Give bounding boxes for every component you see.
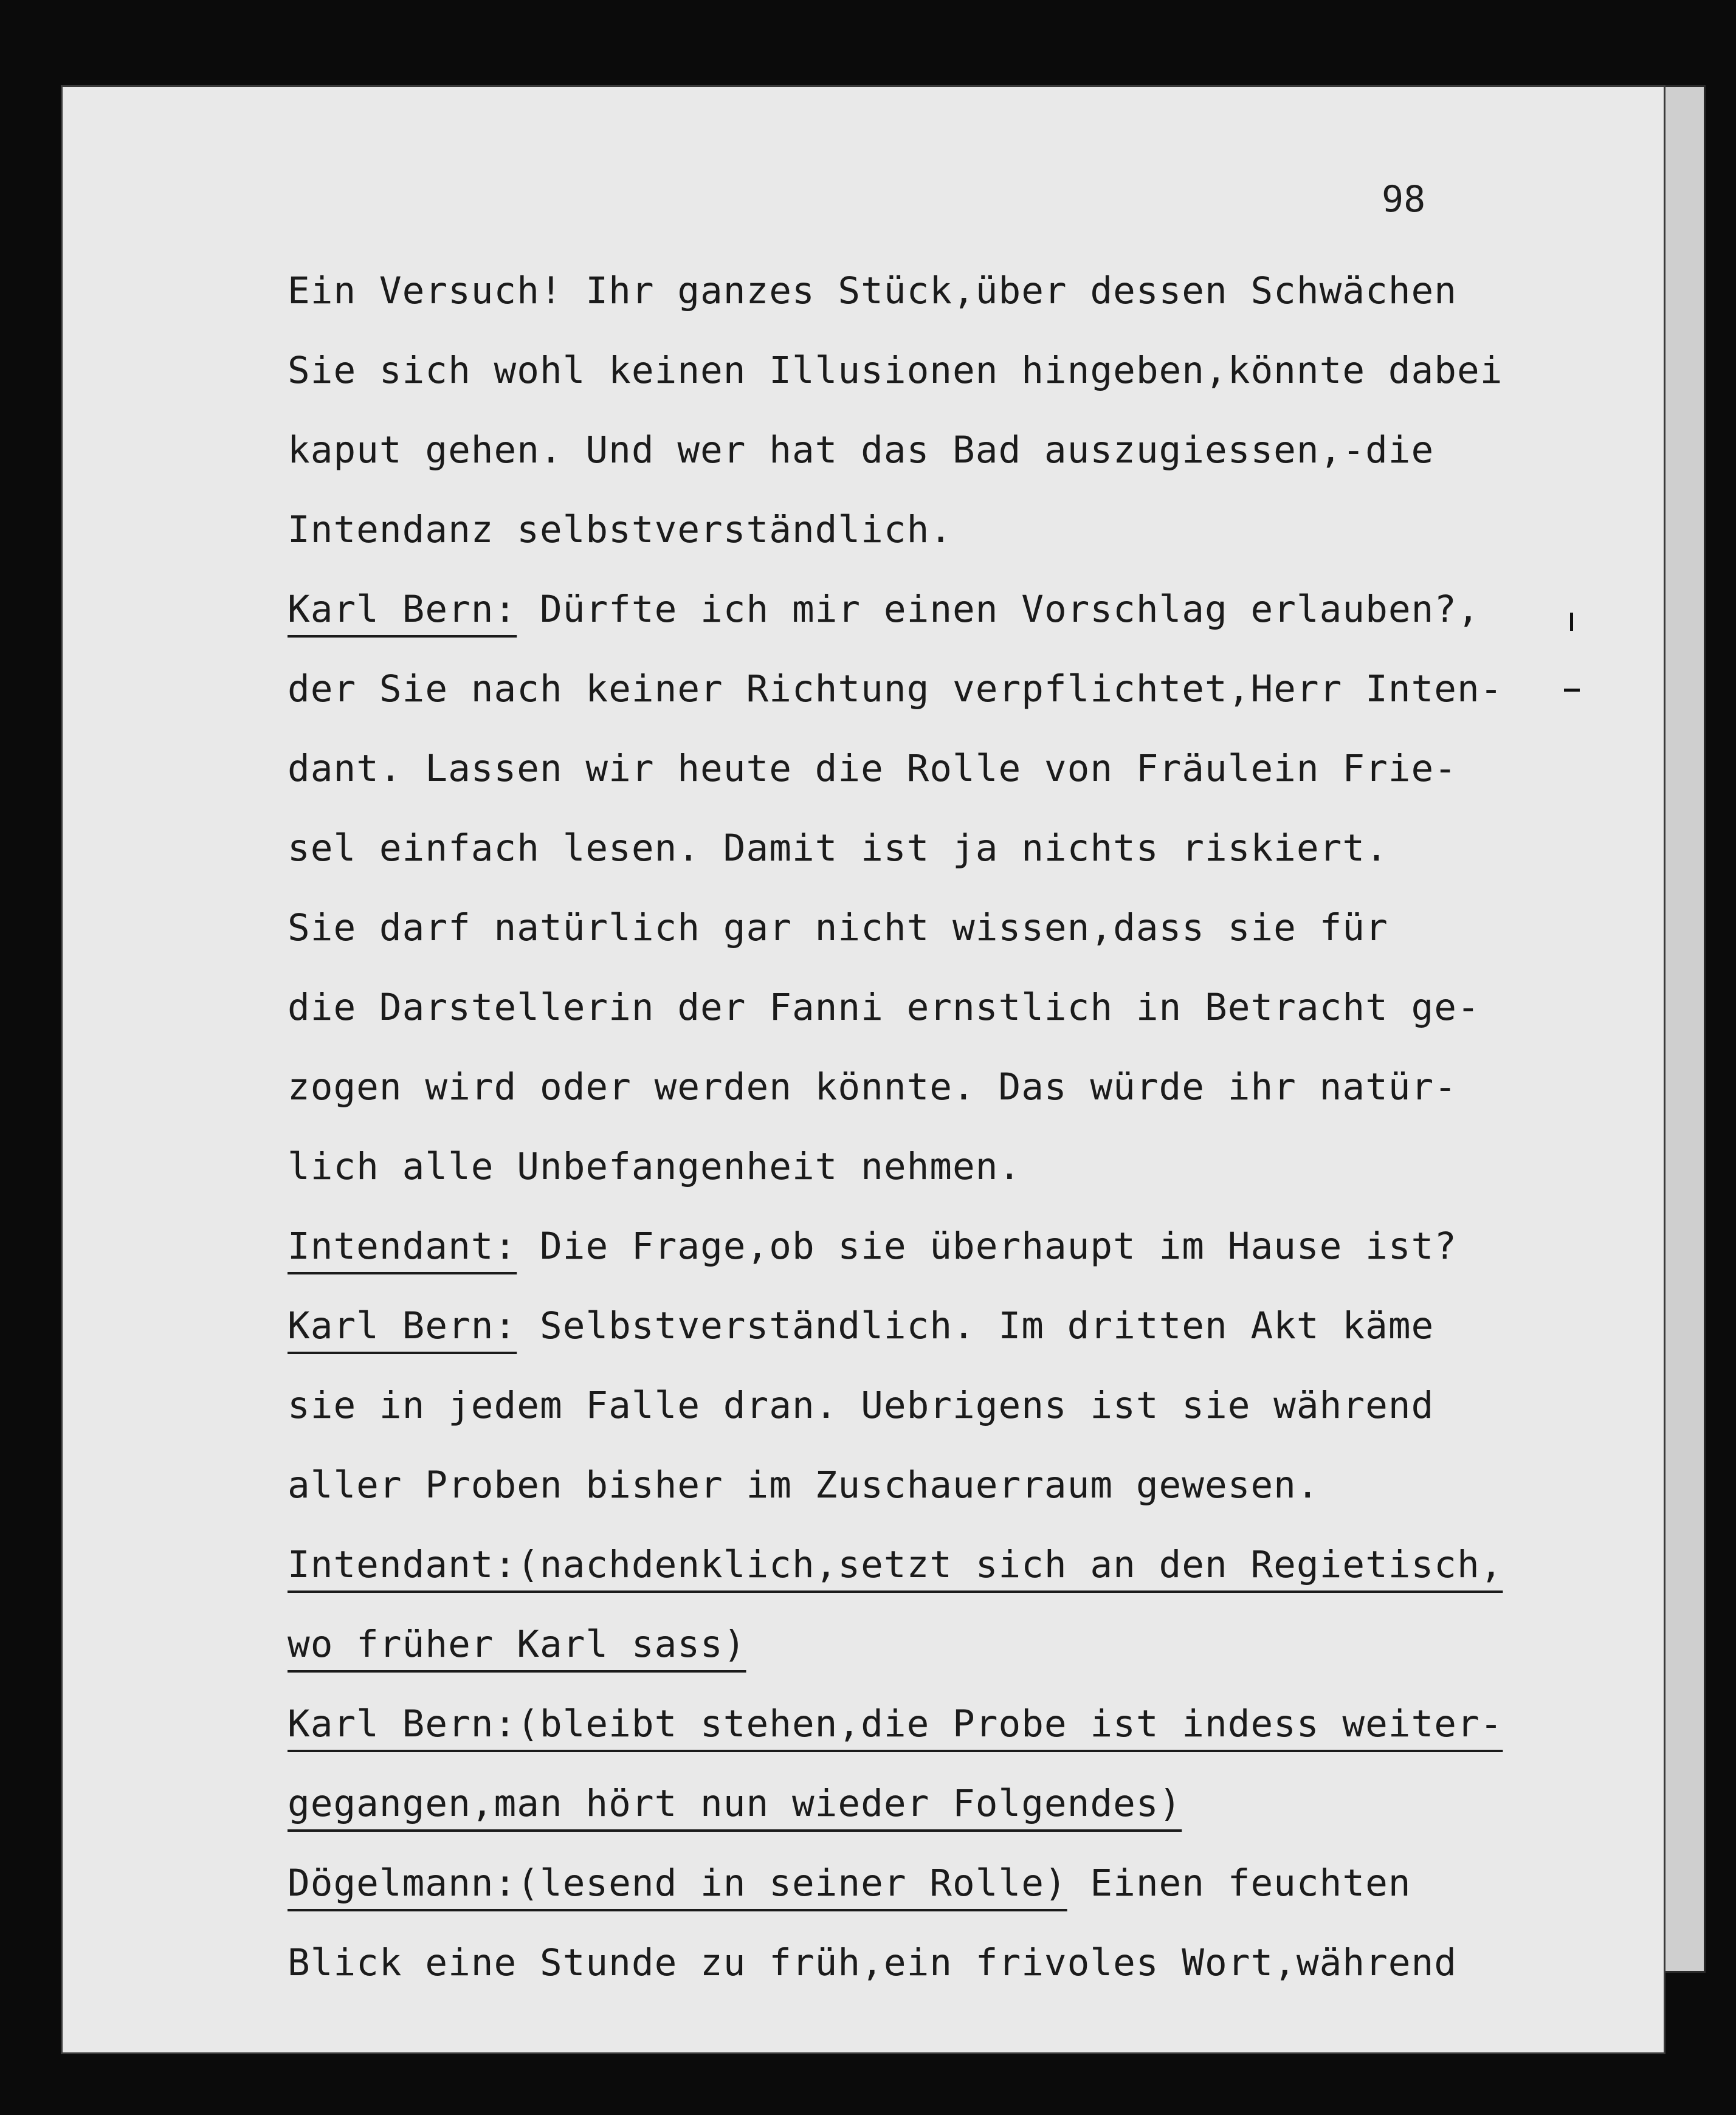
text-line [288,968,1637,1047]
speaker-name: Intendant: [288,1225,517,1268]
stage-direction: Intendant:(nachdenklich,setzt sich an den Regietisch, [288,1543,1503,1586]
speaker-name: Karl Bern: [288,1304,517,1347]
page-body [288,251,1637,2003]
text-line [288,1047,1637,1127]
stage-direction: wo früher Karl sass) [288,1623,746,1666]
stage-direction-line [288,1684,1637,1764]
text-line [288,331,1637,410]
text-line [288,1923,1637,2003]
line-text: lich alle Unbefangenheit nehmen. [288,1145,1022,1188]
pencil-mark [1564,689,1580,692]
stage-direction: Karl Bern:(bleibt stehen,die Probe ist indess weiter- [288,1702,1503,1745]
dialogue-line [288,1206,1637,1286]
stage-direction-line [288,1525,1637,1604]
line-text: die Darstellerin der Fanni ernstlich in Betracht ge- [288,986,1480,1029]
text-line [288,808,1637,888]
line-text: aller Proben bisher im Zuschauerraum gewesen. [288,1463,1320,1507]
line-text: dant. Lassen wir heute die Rolle von Fräulein Frie- [288,747,1457,790]
line-text: Dürfte ich mir einen Vorschlag erlauben?, [517,588,1480,631]
stage-direction-line [288,1764,1637,1843]
speaker-name: Karl Bern: [288,588,517,631]
text-line [288,251,1637,331]
line-text: Selbstverständlich. Im dritten Akt käme [517,1304,1435,1347]
text-line [288,1366,1637,1445]
line-text: Ein Versuch! Ihr ganzes Stück,über dessen Schwächen [288,269,1457,312]
dialogue-line [288,569,1637,649]
line-text: der Sie nach keiner Richtung verpflichtet,Herr Inten- [288,667,1503,710]
line-text: kaput gehen. Und wer hat das Bad auszugiessen,-die [288,428,1435,472]
text-line [288,1445,1637,1525]
line-text: Die Frage,ob sie überhaupt im Hause ist? [517,1225,1457,1268]
stage-direction: gegangen,man hört nun wieder Folgendes) [288,1782,1182,1825]
line-text: sie in jedem Falle dran. Uebrigens ist sie während [288,1384,1435,1427]
pencil-mark [1570,613,1573,631]
page-number: 98 [1382,178,1426,221]
text-line [288,1127,1637,1206]
line-text: zogen wird oder werden könnte. Das würde ihr natür- [288,1065,1457,1109]
text-line [288,649,1637,729]
text-line [288,410,1637,490]
dialogue-line [288,1286,1637,1366]
text-line [288,729,1637,808]
line-text: Sie darf natürlich gar nicht wissen,dass sie für [288,906,1388,949]
line-text: Einen feuchten [1067,1862,1411,1905]
text-line [288,888,1637,968]
speaker-name: Dögelmann:(lesend in seiner Rolle) [288,1862,1067,1905]
line-text: Intendanz selbstverständlich. [288,508,953,551]
stage-direction-line [288,1604,1637,1684]
text-line [288,490,1637,569]
typewritten-page [61,85,1665,2054]
line-text: sel einfach lesen. Damit ist ja nichts riskiert. [288,827,1388,870]
line-text: Blick eine Stunde zu früh,ein frivoles Wort,während [288,1941,1457,1984]
dialogue-line [288,1843,1637,1923]
line-text: Sie sich wohl keinen Illusionen hingeben,könnte dabei [288,349,1503,392]
